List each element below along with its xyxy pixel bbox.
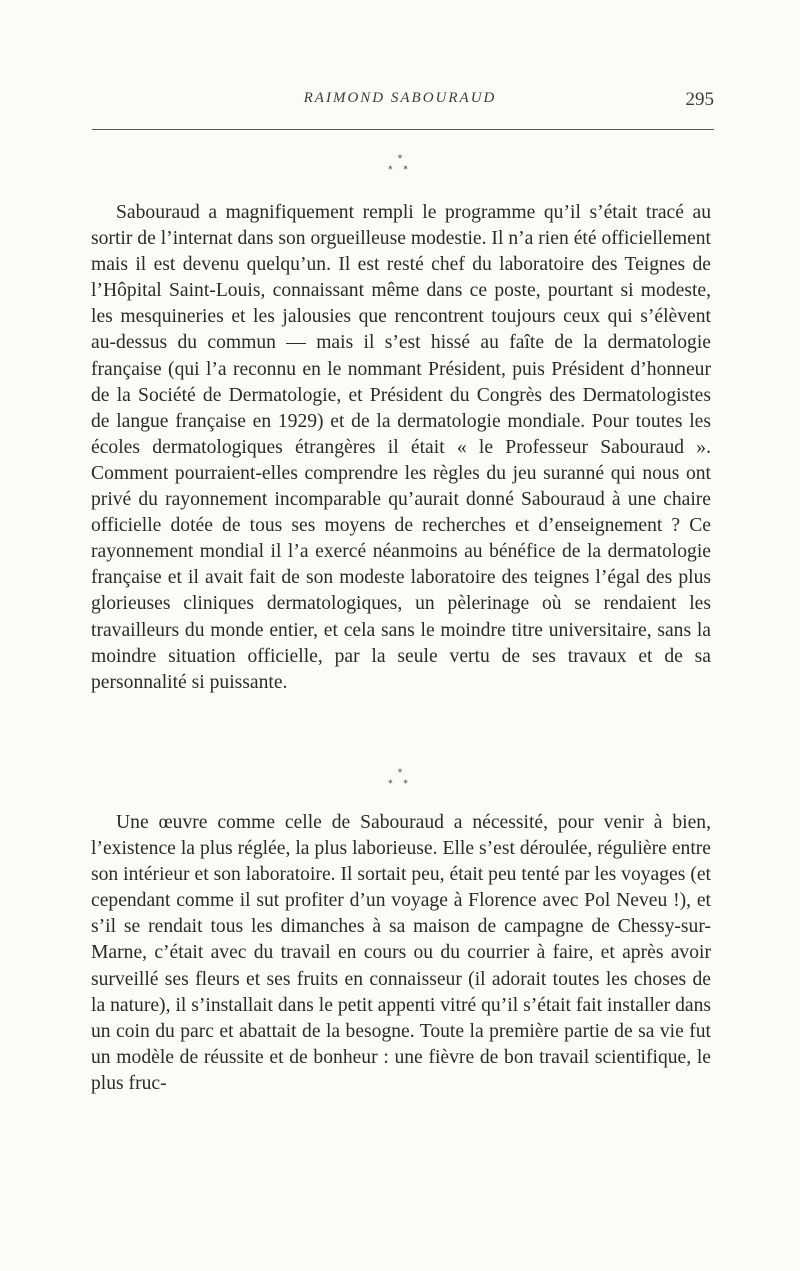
running-title: RAIMOND SABOURAUD [303, 90, 497, 106]
asterism-bottom-stars: * * [388, 165, 412, 175]
asterism-divider-1 [0, 154, 800, 176]
asterism-top-star: * [397, 154, 403, 164]
asterism-top-star: * [397, 768, 403, 778]
page-number: 295 [685, 89, 714, 110]
paragraph-2: Une œuvre comme celle de Sabouraud a nécessité, pour venir à bien, l’existence la plus réglée, la plus laborieuse. Elle s’est déroulée, régulière entre son intérieur et son laboratoire. Il sortait peu, était peu tenté par les voyages (et cependant comme il sut profiter d’un voyage à Florence avec Pol Neveu !), et s’il se rendait tous les dimanches à sa maison de campagne de Chessy-sur-Marne, c’était avec du travail en cours ou du courrier à faire, et après avoir surveillé ses fleurs et ses fruits en connaisseur (il adorait toutes les choses de la nature), il s’installait dans le petit appenti vitré qu’il s’était fait installer dans un coin du parc et abattait de la besogne. Toute la première partie de sa vie fut un modèle de réussite et de bonheur : une fièvre de bon travail scientifique, le plus fruc- [91, 812, 711, 1094]
asterism-divider-2 [0, 768, 800, 790]
header-rule [92, 129, 714, 130]
asterism-bottom-stars: * * [388, 779, 412, 789]
paragraph-1: Sabouraud a magnifiquement rempli le programme qu’il s’était tracé au sortir de l’internat dans son orgueilleuse modestie. Il n’a rien été officiellement mais il est devenu quelqu’un. Il est resté chef du laboratoire des Teignes de l’Hôpital Saint-Louis, connaissant même dans ce poste, pourtant si modeste, les mesquineries et les jalousies que rencontrent toujours ceux qui s’élèvent au-dessus du commun — mais il s’est hissé au faîte de la dermatologie française (qui l’a reconnu en le nommant Président, puis Président d’honneur de la Société de Dermatologie, et Président du Congrès des Dermatologistes de langue française en 1929) et de la dermatologie mondiale. Pour toutes les écoles dermatologiques étrangères il était « le Professeur Sabouraud ». Comment pourraient-elles comprendre les règles du jeu suranné qui nous ont privé du rayonnement incomparable qu’aurait donné Sabouraud à une chaire officielle dotée de tous ses moyens de recherches et d’enseignement ? Ce rayonnement mondial il l’a exercé néanmoins au bénéfice de la dermatologie française et il avait fait de son modeste laboratoire des teignes l’égal des plus glorieuses cliniques dermatologiques, un pèlerinage où se rendaient les travailleurs du monde entier, et cela sans le moindre titre universitaire, sans la moindre situation officielle, par la seule vertu de ses travaux et de sa personnalité si puissante. [91, 202, 711, 693]
